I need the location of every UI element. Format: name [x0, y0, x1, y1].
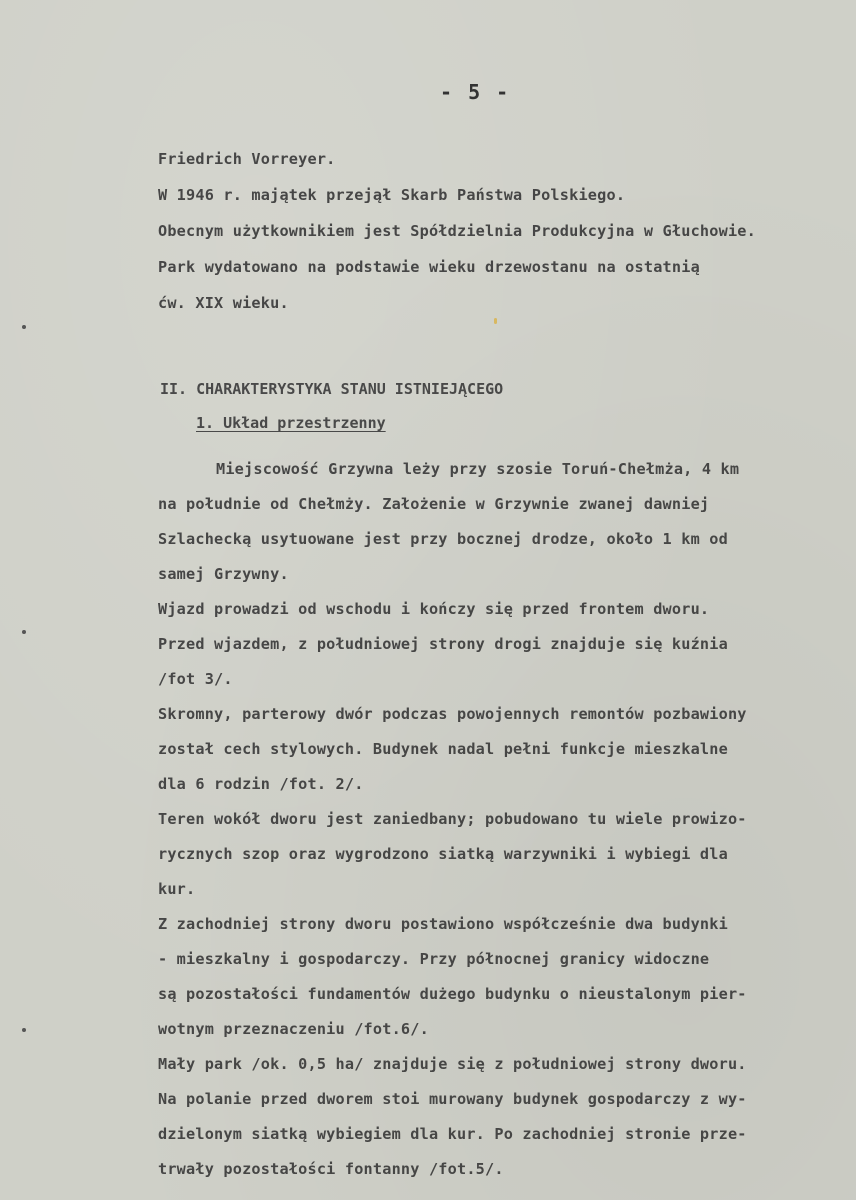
body-line-20: dzielonym siatką wybiegiem dla kur. Po zachodniej stronie prze-	[158, 1125, 747, 1143]
body-line-17: wotnym przeznaczeniu /fot.6/.	[158, 1020, 429, 1038]
margin-hole-mark	[22, 630, 26, 634]
body-line-6: Przed wjazdem, z południowej strony drogi znajduje się kuźnia	[158, 635, 728, 653]
body-line-10: dla 6 rodzin /fot. 2/.	[158, 775, 364, 793]
margin-hole-mark	[22, 1028, 26, 1032]
body-line-5: Wjazd prowadzi od wschodu i kończy się przed frontem dworu.	[158, 600, 710, 618]
body-line-13: kur.	[158, 880, 196, 898]
body-line-7: /fot 3/.	[158, 670, 233, 688]
body-line-3: Szlachecką usytuowane jest przy bocznej drodze, około 1 km od	[158, 530, 728, 548]
body-line-14: Z zachodniej strony dworu postawiono współcześnie dwa budynki	[158, 915, 728, 933]
body-line-18: Mały park /ok. 0,5 ha/ znajduje się z południowej strony dworu.	[158, 1055, 747, 1073]
body-line-15: - mieszkalny i gospodarczy. Przy północnej granicy widoczne	[158, 950, 710, 968]
body-line-19: Na polanie przed dworem stoi murowany budynek gospodarczy z wy-	[158, 1090, 747, 1108]
body-line-8: Skromny, parterowy dwór podczas powojennych remontów pozbawiony	[158, 705, 747, 723]
section-heading: II. CHARAKTERYSTYKA STANU ISTNIEJĄCEGO	[160, 380, 504, 398]
intro-line-4: Park wydatowano na podstawie wieku drzewostanu na ostatnią	[158, 258, 700, 276]
body-line-2: na południe od Chełmży. Założenie w Grzywnie zwanej dawniej	[158, 495, 710, 513]
body-line-9: został cech stylowych. Budynek nadal pełni funkcje mieszkalne	[158, 740, 728, 758]
body-line-1: Miejscowość Grzywna leży przy szosie Toruń-Chełmża, 4 km	[216, 460, 740, 478]
body-line-16: są pozostałości fundamentów dużego budynku o nieustalonym pier-	[158, 985, 747, 1003]
subsection-heading: 1. Układ przestrzenny	[196, 414, 386, 432]
body-line-21: trwały pozostałości fontanny /fot.5/.	[158, 1160, 504, 1178]
intro-line-5: ćw. XIX wieku.	[158, 294, 289, 312]
body-line-4: samej Grzywny.	[158, 565, 289, 583]
intro-line-1: Friedrich Vorreyer.	[158, 150, 336, 168]
intro-line-2: W 1946 r. majątek przejął Skarb Państwa Polskiego.	[158, 186, 626, 204]
body-line-11: Teren wokół dworu jest zaniedbany; pobudowano tu wiele prowizo-	[158, 810, 747, 828]
margin-hole-mark	[22, 325, 26, 329]
paper-stain	[494, 318, 497, 324]
body-line-12: rycznych szop oraz wygrodzono siatką warzywniki i wybiegi dla	[158, 845, 728, 863]
page-number: - 5 -	[440, 80, 511, 104]
intro-line-3: Obecnym użytkownikiem jest Spółdzielnia Produkcyjna w Głuchowie.	[158, 222, 756, 240]
